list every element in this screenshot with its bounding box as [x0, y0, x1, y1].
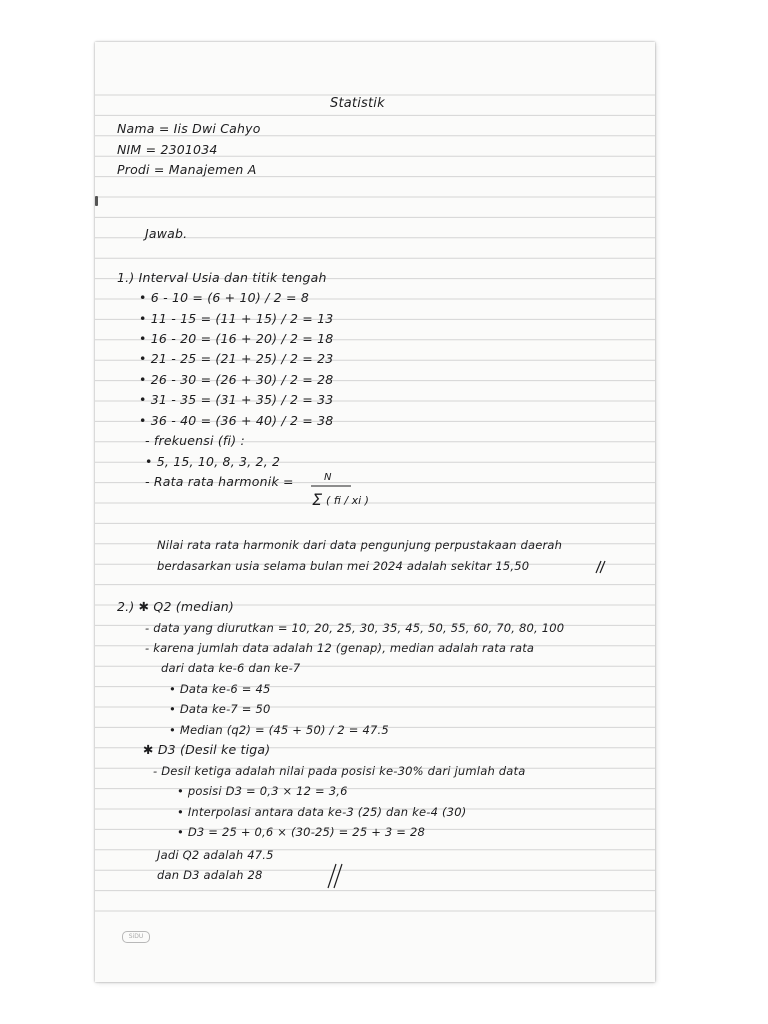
formula-inner-fraction: ( fi / xi )	[326, 494, 369, 507]
interval-row: • 21 - 25 = (21 + 25) / 2 = 23	[139, 351, 334, 366]
q2-line: - Desil ketiga adalah nilai pada posisi ke-30% dari jumlah data	[153, 764, 526, 778]
frequency-label: - frekuensi (fi) :	[145, 433, 245, 448]
frequency-values: • 5, 15, 10, 8, 3, 2, 2	[145, 454, 281, 469]
q2-line: dan D3 adalah 28	[157, 868, 263, 882]
answer-label: Jawab.	[145, 226, 188, 241]
interval-row: • 6 - 10 = (6 + 10) / 2 = 8	[139, 290, 309, 305]
interval-row: • 31 - 35 = (31 + 35) / 2 = 33	[139, 392, 334, 407]
q2-line: dari data ke-6 dan ke-7	[161, 661, 301, 675]
q2-line: • Data ke-7 = 50	[169, 702, 271, 716]
double-slash-mark	[593, 559, 607, 575]
student-name: Nama = Iis Dwi Cahyo	[117, 121, 261, 136]
q1-conclusion-line: Nilai rata rata harmonik dari data pengunjung perpustakaan daerah	[157, 538, 563, 552]
q2-line: Jadi Q2 adalah 47.5	[157, 848, 274, 862]
harmonic-mean-formula	[311, 470, 371, 520]
interval-row: • 11 - 15 = (11 + 15) / 2 = 13	[139, 311, 334, 326]
student-prodi: Prodi = Manajemen A	[117, 162, 257, 177]
interval-row: • 26 - 30 = (26 + 30) / 2 = 28	[139, 372, 334, 387]
q2-line: • Median (q2) = (45 + 50) / 2 = 47.5	[169, 723, 389, 737]
q2-line: - karena jumlah data adalah 12 (genap), median adalah rata rata	[145, 641, 535, 655]
q2-line: • Interpolasi antara data ke-3 (25) dan ke-4 (30)	[177, 805, 467, 819]
page-title: Statistik	[330, 96, 385, 111]
q2-line: • Data ke-6 = 45	[169, 682, 271, 696]
q2-line: • D3 = 25 + 0,6 × (30-25) = 25 + 3 = 28	[177, 825, 425, 839]
ruled-lines	[95, 42, 655, 982]
student-nim: NIM = 2301034	[117, 142, 218, 157]
interval-row: • 36 - 40 = (36 + 40) / 2 = 38	[139, 413, 334, 428]
q2-line: - data yang diurutkan = 10, 20, 25, 30, 35, 45, 50, 55, 60, 70, 80, 100	[145, 621, 565, 635]
q2-line: ✱ D3 (Desil ke tiga)	[143, 742, 271, 757]
question-2-heading: 2.) ✱ Q2 (median)	[117, 599, 234, 614]
binding-mark	[95, 196, 98, 206]
interval-row: • 16 - 20 = (16 + 20) / 2 = 18	[139, 331, 334, 346]
harmonic-mean-label: - Rata rata harmonik =	[145, 474, 294, 489]
q2-line: • posisi D3 = 0,3 × 12 = 3,6	[177, 784, 348, 798]
question-1-heading: 1.) Interval Usia dan titik tengah	[117, 270, 327, 285]
q1-conclusion-line: berdasarkan usia selama bulan mei 2024 adalah sekitar 15,50	[157, 559, 530, 573]
formula-sigma: Σ	[312, 490, 323, 509]
formula-numerator: N	[324, 472, 332, 483]
double-slash-mark	[325, 860, 345, 890]
formula-fraction-bar	[311, 485, 351, 488]
paper-brand-logo: SiDU	[122, 931, 150, 943]
notebook-page	[95, 42, 655, 982]
